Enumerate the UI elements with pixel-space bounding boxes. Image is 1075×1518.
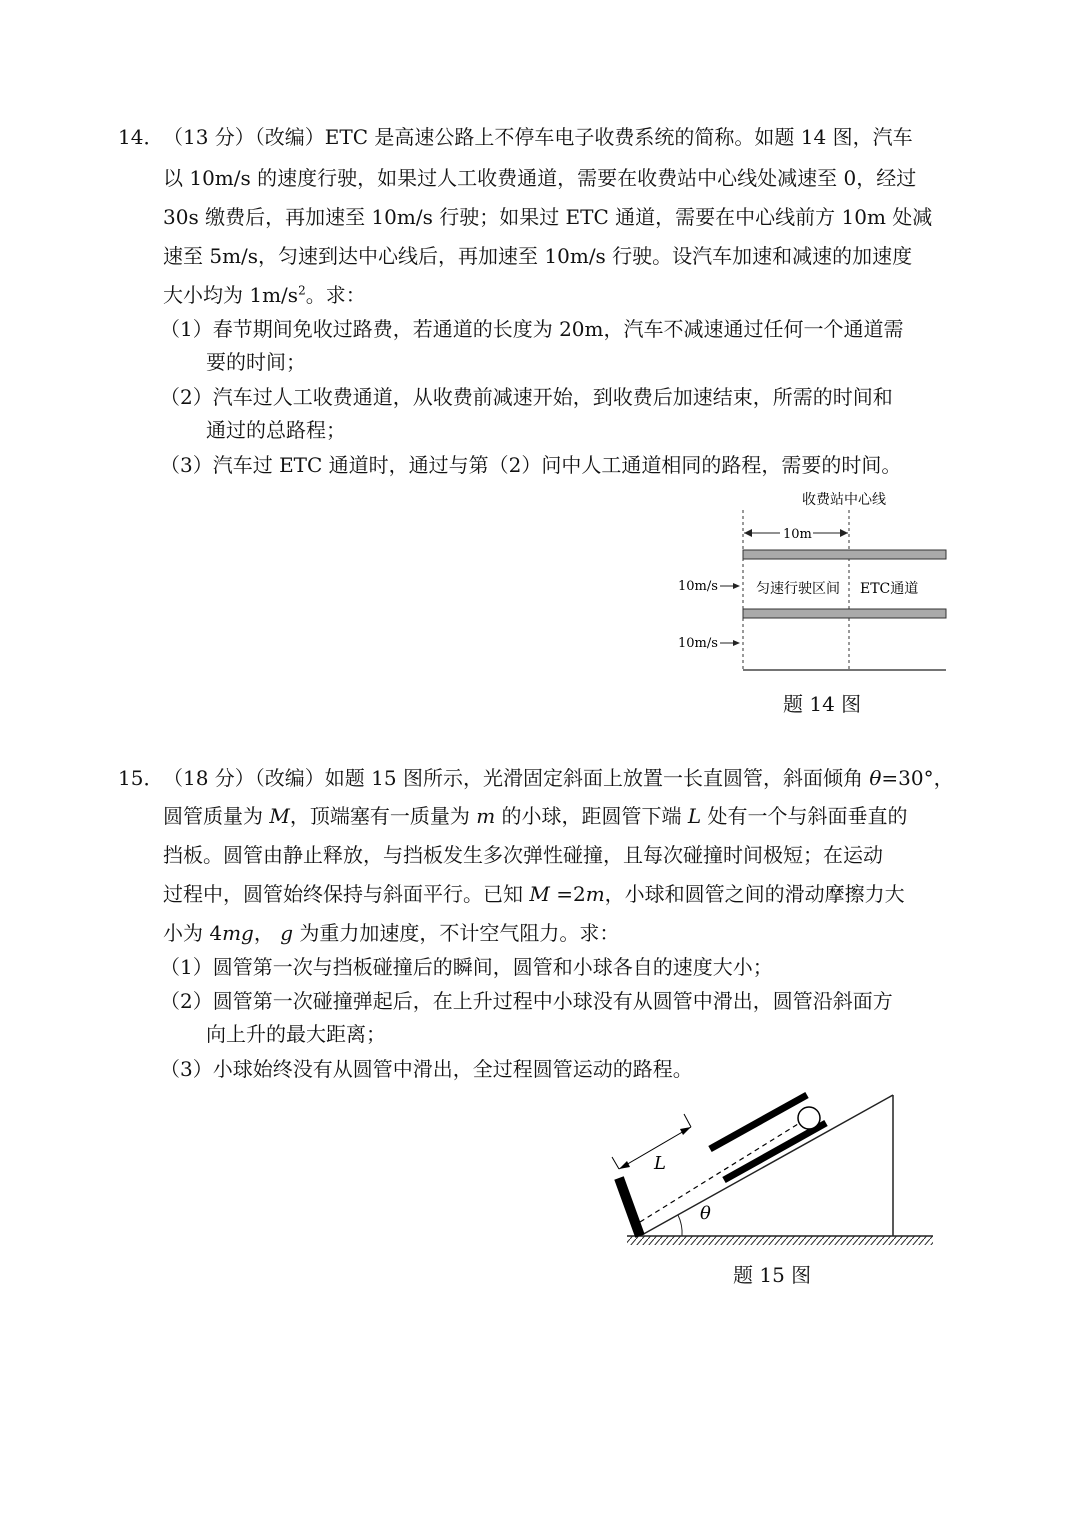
fig14-etc-label: ETC通道 [860,581,919,597]
q15-line-1 [163,765,954,791]
q15-var-M2: M [529,882,550,906]
q15-line-4-c: ，小球和圆管之间的滑动摩擦力大 [604,882,905,906]
q14-line-5 [163,282,366,308]
fig15-dim-ext-right [684,1114,691,1127]
q15-theta: θ [869,766,882,790]
q15-line-4-b: =2 [549,882,586,906]
q14-part-1: （1）春节期间免收过路费，若通道的长度为 20m，汽车不减速通过任何一个通道需 [160,317,904,341]
q15-number: 15． [118,766,164,790]
fig14-dim-arrow-left [744,529,752,537]
fig15-baffle [619,1178,640,1236]
fig15-ball [798,1107,820,1129]
q15-var-M: M [269,804,290,828]
fig14-zone-label: 匀速行驶区间 [756,581,840,597]
q15-var-g: g [280,921,294,945]
fig15-angle-arc [678,1215,682,1236]
fig15-dim-arrow-left [619,1161,630,1169]
fig14-speed-top: 10m/s [678,579,718,594]
q14-part-2-cont: 通过的总路程； [206,418,346,442]
q15-line-5-b: ， [253,921,281,945]
q15-line-2 [163,803,908,829]
q15-var-mg: mg [222,921,254,945]
q15-var-m2: m [585,882,605,906]
q14-figure [670,482,960,682]
q15-line-2-b: ，顶端塞有一质量为 [289,804,477,828]
q15-part-2: （2）圆管第一次碰撞弹起后，在上升过程中小球没有从圆管中滑出，圆管沿斜面方 [160,989,893,1013]
q15-figure-caption: 题 15 图 [733,1263,812,1287]
q15-line-1-a: （18 分）（改编）如题 15 图所示，光滑固定斜面上放置一长直圆管，斜面倾角 [163,766,870,790]
q14-figure-caption: 题 14 图 [783,692,862,716]
q15-line-5-a: 小为 4 [163,921,223,945]
q15-line-4 [163,881,905,907]
q14-line-4: 速至 5m/s，匀速到达中心线后，再加速至 10m/s 行驶。设汽车加速和减速的加速度 [163,244,913,268]
fig14-lower-barrier [743,609,946,618]
q14-part-3: （3）汽车过 ETC 通道时，通过与第（2）问中人工通道相同的路程，需要的时间。 [160,453,902,477]
q14-line-5-a: 大小均为 1m/s [163,283,299,307]
q15-var-m: m [476,804,496,828]
fig15-L-label: L [654,1153,666,1174]
fig15-dim-ext-left [612,1157,619,1169]
q15-line-2-d: 处有一个与斜面垂直的 [701,804,908,828]
q15-line-5-c: 为重力加速度，不计空气阻力。求： [293,921,620,945]
q14-part-2: （2）汽车过人工收费通道，从收费前减速开始，到收费后加速结束，所需的时间和 [160,385,893,409]
q15-part-2-cont: 向上升的最大距离； [206,1022,386,1046]
q14-line-5-b: 。求： [305,283,366,307]
fig14-upper-barrier [743,550,946,559]
q15-figure [600,1085,945,1255]
fig14-title: 收费站中心线 [802,492,886,508]
q15-line-3: 挡板。圆管由静止释放，与挡板发生多次弹性碰撞，且每次碰撞时间极短；在运动 [163,843,883,867]
fig14-distance: 10m [783,527,812,542]
fig15-theta-label: θ [700,1203,711,1224]
q14-number: 14． [118,125,164,149]
q14-line-2: 以 10m/s 的速度行驶，如果过人工收费通道，需要在收费站中心线处减速至 0，经过 [163,166,917,190]
fig15-ground-hatch [627,1236,933,1245]
q15-line-5 [163,920,619,946]
fig15-dim-arrow-right [680,1127,691,1135]
q15-line-2-a: 圆管质量为 [163,804,270,828]
q15-line-2-c: 的小球，距圆管下端 [495,804,688,828]
q14-line-3: 30s 缴费后，再加速至 10m/s 行驶；如果过 ETC 通道，需要在中心线前方 10m 处减 [163,205,933,229]
fig14-dim-arrow-right [840,529,848,537]
q14-line-1: （13 分）（改编）ETC 是高速公路上不停车电子收费系统的简称。如题 14 图，汽车 [163,125,913,149]
fig14-speed-bottom: 10m/s [678,636,718,651]
q15-var-L: L [687,804,702,828]
q15-part-3: （3）小球始终没有从圆管中滑出，全过程圆管运动的路程。 [160,1057,693,1081]
q15-line-1-b: =30°， [881,766,954,790]
fig14-arrow-bottom-head [733,640,740,646]
q15-part-1: （1）圆管第一次与挡板碰撞后的瞬间，圆管和小球各自的速度大小； [160,955,773,979]
q15-line-4-a: 过程中，圆管始终保持与斜面平行。已知 [163,882,530,906]
fig14-arrow-top-head [733,583,740,589]
q14-part-1-cont: 要的时间； [206,350,306,374]
q14-line-5-sup: 2 [298,283,306,298]
